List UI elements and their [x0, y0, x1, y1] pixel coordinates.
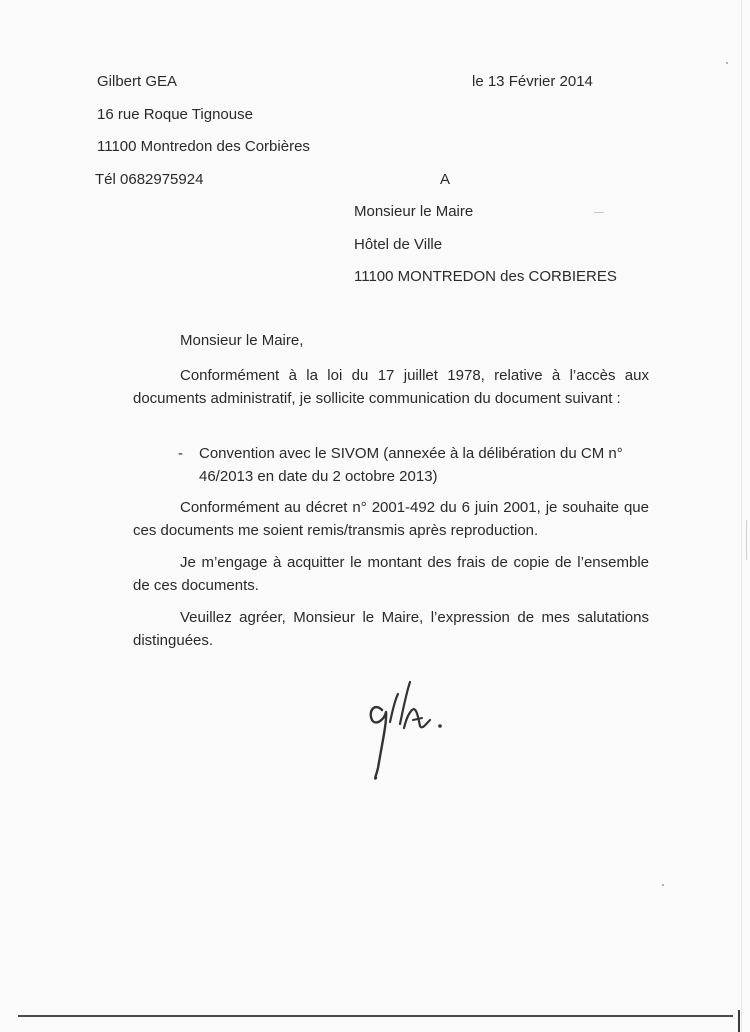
closing-formula: Veuillez agréer, Monsieur le Maire, l’expression de mes salutations distinguées.: [133, 609, 649, 649]
bullet-dash: -: [178, 445, 183, 462]
sender-street: 16 rue Roque Tignouse: [97, 106, 253, 123]
sender-city: 11100 Montredon des Corbières: [97, 138, 310, 155]
scan-speck: [726, 62, 728, 64]
paragraph-request: Conformément à la loi du 17 juillet 1978, relative à l’accès aux documents administratif, je sollicite communication du document suivant :: [133, 367, 649, 407]
recipient-marker: A: [440, 171, 451, 188]
sender-phone: Tél 0682975924: [95, 171, 204, 188]
scan-speck: [746, 520, 747, 560]
bullet-item-text: Convention avec le SIVOM (annexée à la délibération du CM n° 46/2013 en date du 2 octobre 2013): [199, 445, 623, 485]
scan-speck: [594, 212, 604, 213]
paragraph-decree: Conformément au décret n° 2001-492 du 6 juin 2001, je souhaite que ces documents me soient remis/transmis après reproduction.: [133, 499, 649, 539]
scan-speck: [662, 884, 664, 886]
recipient-city: 11100 MONTREDON des CORBIERES: [354, 268, 617, 285]
bullet-item: [178, 442, 650, 488]
letter-date: le 13 Février 2014: [472, 73, 593, 90]
recipient-name: Monsieur le Maire: [354, 203, 474, 220]
scan-edge-bottom: [18, 1015, 733, 1017]
scan-edge-corner: [738, 1010, 740, 1032]
sender-name: Gilbert GEA: [97, 73, 178, 90]
salutation: Monsieur le Maire,: [180, 332, 304, 349]
scan-edge-right: [741, 0, 742, 1032]
recipient-building: Hôtel de Ville: [354, 236, 443, 253]
handwritten-signature: [360, 672, 460, 790]
paragraph-fees: Je m’engage à acquitter le montant des frais de copie de l’ensemble de ces documents.: [133, 554, 649, 594]
